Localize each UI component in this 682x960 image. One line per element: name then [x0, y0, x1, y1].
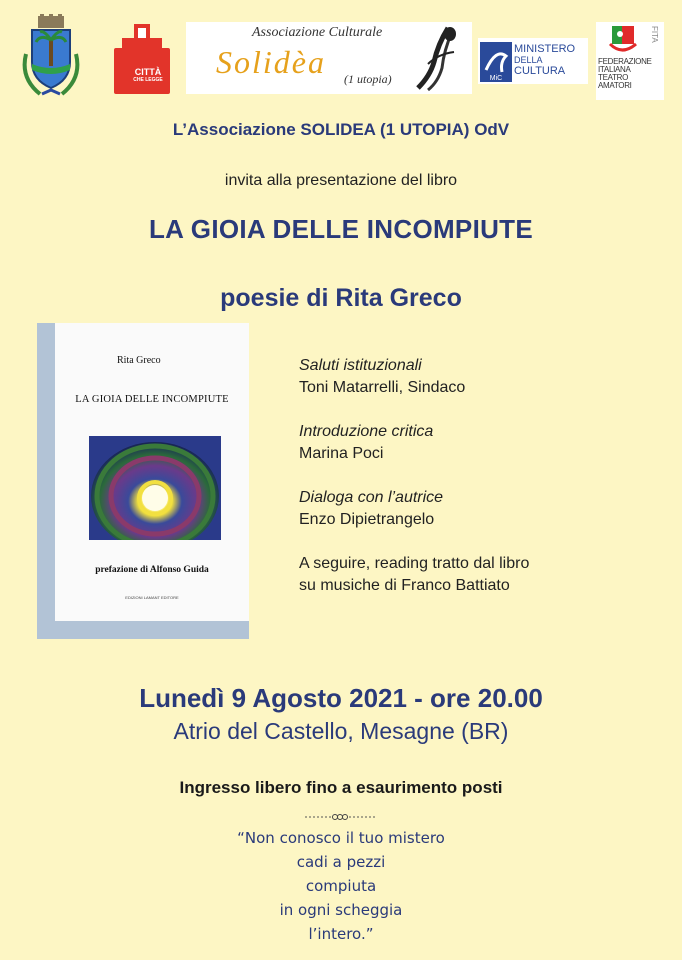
fita-logo-text: FEDERAZIONE ITALIANA TEATRO AMATORI	[598, 57, 652, 90]
cover-author: Rita Greco	[117, 355, 161, 366]
reading-line-1: A seguire, reading tratto dal libro	[299, 555, 530, 572]
book-subtitle: poesie di Rita Greco	[220, 284, 462, 312]
entrance-note: Ingresso libero fino a esaurimento posti	[179, 778, 503, 797]
poem-line: cadi a pezzi	[296, 853, 386, 871]
mic-logo-text	[514, 44, 575, 77]
cover-preface: prefazione di Alfonso Guida	[95, 565, 209, 575]
program-person: Marina Poci	[299, 445, 384, 462]
poem-quote	[0, 826, 682, 946]
mic-line-3: CULTURA	[514, 65, 566, 77]
program-person: Enzo Dipietrangelo	[299, 511, 435, 528]
event-place: Atrio del Castello, Mesagne (BR)	[173, 718, 509, 744]
mic-emblem-icon	[480, 42, 512, 82]
book-cover-page	[55, 323, 249, 621]
poem-line: in ogni scheggia	[279, 901, 403, 919]
solidea-association-logo	[186, 22, 472, 94]
comune-coat-of-arms-logo	[18, 14, 84, 100]
book-title: LA GIOIA DELLE INCOMPIUTE	[148, 214, 534, 244]
citta-logo-title: CITTÀ	[134, 67, 162, 77]
program-person: Toni Matarrelli, Sindaco	[299, 379, 466, 396]
ornament-divider-icon	[305, 812, 375, 822]
cover-title: LA GIOIA DELLE INCOMPIUTE	[75, 394, 229, 405]
mic-line-1: MINISTERO	[514, 43, 576, 55]
invitation-text: invita alla presentazione del libro	[224, 172, 458, 189]
mic-line-2: DELLA	[514, 55, 543, 65]
ink-figure-icon	[408, 24, 468, 92]
citta-che-legge-logo	[108, 22, 176, 96]
fita-side-text: FITA	[650, 26, 659, 43]
program-item	[299, 421, 639, 465]
cover-publisher: EDIZIONI LAMANT EDITORE	[125, 595, 179, 600]
program-role: Dialoga con l’autrice	[299, 489, 444, 506]
mic-badge-text: MiC	[489, 75, 503, 82]
poem-line: compiuta	[305, 877, 377, 895]
reading-line-2: su musiche di Franco Battiato	[299, 577, 510, 594]
association-name: L’Associazione SOLIDEA (1 UTOPIA) OdV	[172, 120, 510, 139]
program-list	[299, 355, 639, 619]
poem-line: l’intero.”	[308, 925, 374, 943]
program-role: Saluti istituzionali	[299, 357, 422, 374]
citta-logo-text	[126, 68, 170, 83]
ministero-cultura-logo	[478, 38, 588, 84]
event-date: Lunedì 9 Agosto 2021 - ore 20.00	[139, 683, 543, 713]
fita-federation-logo	[596, 22, 664, 100]
solidea-logo-sub-text: (1 utopia)	[344, 72, 392, 86]
cover-artwork-icon	[89, 436, 221, 540]
book-cover-image	[37, 323, 249, 639]
program-item	[299, 487, 639, 531]
citta-logo-subtitle: CHE LEGGE	[133, 77, 163, 83]
reading-note	[299, 553, 639, 597]
solidea-logo-top-text: Associazione Culturale	[252, 25, 383, 40]
solidea-logo-main-text: Solidèa	[216, 44, 326, 80]
poem-line: “Non conosco il tuo mistero	[237, 829, 445, 847]
program-item	[299, 355, 639, 399]
program-role: Introduzione critica	[299, 423, 434, 440]
